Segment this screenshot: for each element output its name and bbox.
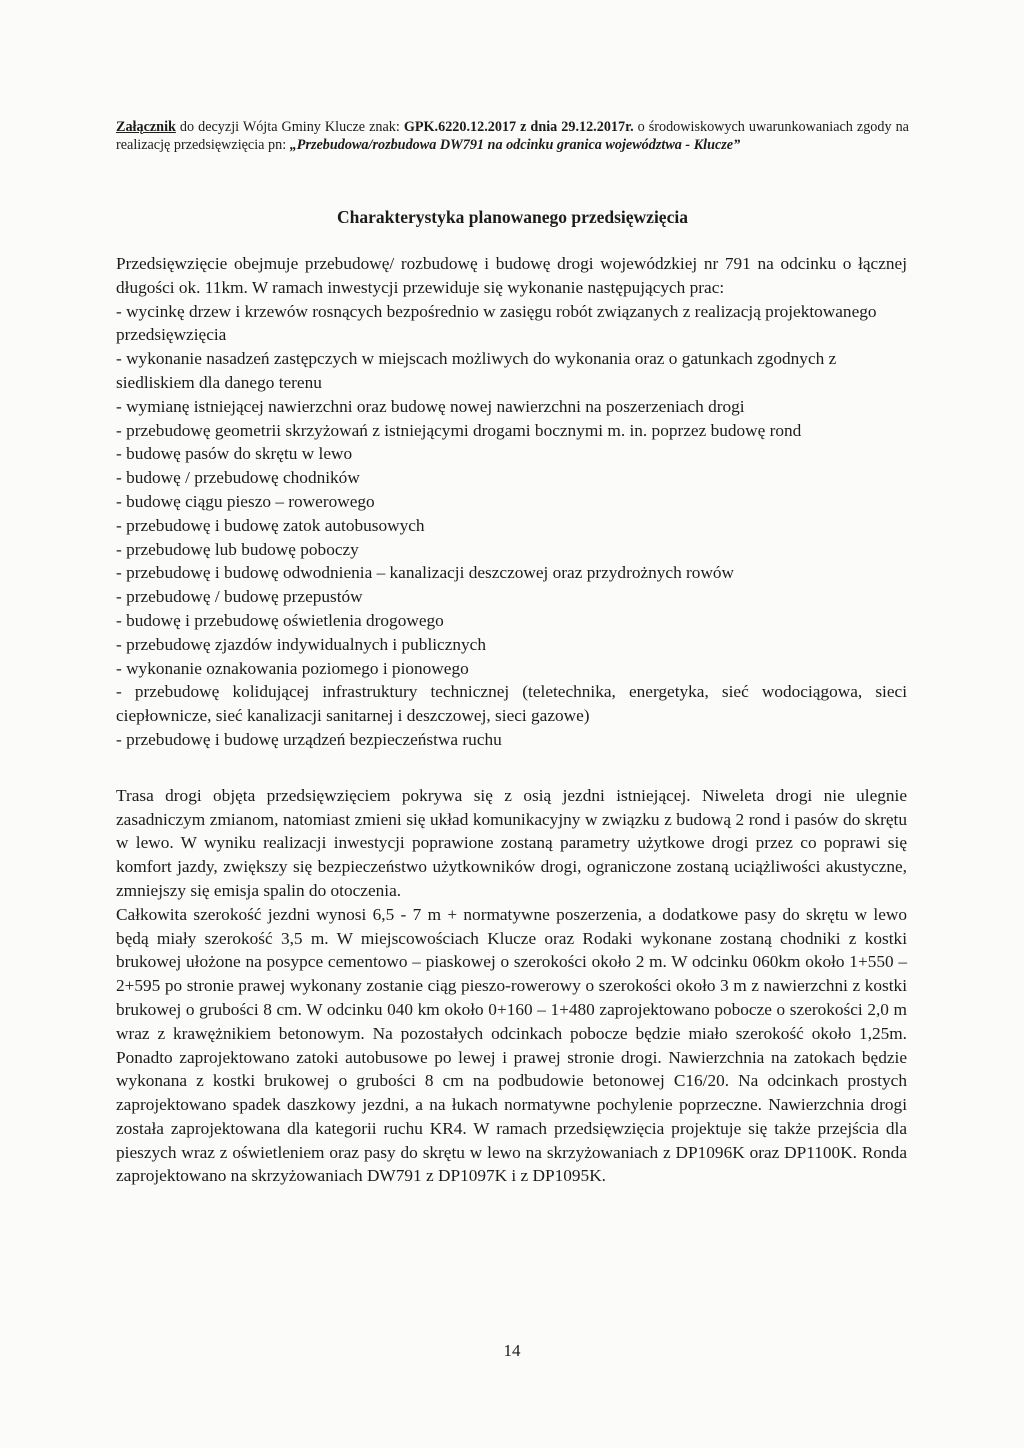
list-item: - przebudowę geometrii skrzyżowań z istniejącymi drogami bocznymi m. in. poprzez budowę rond bbox=[116, 420, 802, 440]
paragraph-gap bbox=[116, 752, 907, 784]
list-item: - budowę ciągu pieszo – rowerowego bbox=[116, 491, 375, 511]
list-item: - przebudowę i budowę odwodnienia – kanalizacji deszczowej oraz przydrożnych rowów bbox=[116, 563, 735, 583]
project-name: „Przebudowa/rozbudowa DW791 na odcinku granica województwa - Klucze” bbox=[289, 137, 741, 153]
list-item: - wykonanie nasadzeń zastępczych w miejscach możliwych do wykonania oraz o gatunkach zgodnych z siedliskiem dla danego terenu bbox=[116, 349, 837, 392]
attachment-label: Załącznik bbox=[116, 119, 176, 135]
document-body bbox=[116, 252, 907, 1188]
dimensions-paragraph: Całkowita szerokość jezdni wynosi 6,5 - 7 m + normatywne poszerzenia, a dodatkowe pasy do skrętu w lewo będą miały szerokość 3,5 m. W miejscowościach Klucze oraz Rodaki wykonane zostaną chodniki z kostki brukowej ułożone na posypce cementowo – piaskowej o szerokości około 2 m. W odcinku 060km około 1+550 – 2+595 po stronie prawej wykonany zostanie ciąg pieszo-rowerowy o szerokości około 3 m z nawierzchni z kostki brukowej o grubości 8 cm. W odcinku 040 km około 0+160 – 1+480 zaprojektowano pobocze o szerokości 2,0 m wraz z krawężnikiem betonowym. Na pozostałych odcinkach pobocze będzie miało szerokość około 1,25m. Ponadto zaprojektowano zatoki autobusowe po lewej i prawej stronie drogi. Nawierzchnia na zatokach będzie wykonana z kostki brukowej o grubości 8 cm na podbudowie betonowej C16/20. Na odcinkach prostych zaprojektowano spadek daszkowy jezdni, a na łukach normatywne pochylenie poprzeczne. Nawierzchnia drogi została zaprojektowana dla kategorii ruchu KR4. W ramach przedsięwzięcia projektuje się także przejścia dla pieszych wraz z oświetleniem oraz pasy do skrętu w lewo na skrzyżowaniach z DP1096K oraz DP1100K. Ronda zaprojektowano na skrzyżowaniach DW791 z DP1097K i z DP1095K. bbox=[116, 904, 907, 1186]
list-item: - przebudowę i budowę urządzeń bezpieczeństwa ruchu bbox=[116, 729, 502, 749]
list-item: - przebudowę lub budowę poboczy bbox=[116, 539, 359, 559]
route-paragraph: Trasa drogi objęta przedsięwzięciem pokrywa się z osią jezdni istniejącej. Niweleta drogi nie ulegnie zasadniczym zmianom, natomiast zmieni się układ komunikacyjny w związku z budową 2 rond i pasów do skrętu w lewo. W wyniku realizacji inwestycji poprawione zostaną parametry użytkowe drogi przez co poprawi się komfort jazdy, zwiększy się bezpieczeństwo użytkowników drogi, ograniczone zostaną uciążliwości akustyczne, zmniejszy się emisja spalin do otoczenia. bbox=[116, 785, 907, 900]
intro-paragraph: Przedsięwzięcie obejmuje przebudowę/ rozbudowę i budowę drogi wojewódzkiej nr 791 na odcinku o łącznej długości ok. 11km. W ramach inwestycji przewiduje się wykonanie następujących prac: bbox=[116, 254, 907, 297]
section-title: Charakterystyka planowanego przedsięwzięcia bbox=[337, 207, 688, 227]
list-item: - wykonanie oznakowania poziomego i pionowego bbox=[116, 658, 469, 678]
list-item: - wymianę istniejącej nawierzchni oraz budowę nowej nawierzchni na poszerzeniach drogi bbox=[116, 396, 745, 416]
page-number: 14 bbox=[503, 1341, 521, 1360]
list-item: - przebudowę i budowę zatok autobusowych bbox=[116, 515, 425, 535]
header-text-2: o środowiskowych uwarunkowaniach zgody na realizację przedsięwzięcia pn: bbox=[116, 119, 909, 153]
decision-reference: GPK.6220.12.2017 z dnia 29.12.2017r. bbox=[403, 119, 634, 135]
list-item: - wycinkę drzew i krzewów rosnących bezpośrednio w zasięgu robót związanych z realizacją projektowanego przedsięwzięcia bbox=[116, 301, 877, 345]
list-item: - przebudowę kolidującej infrastruktury technicznej (teletechnika, energetyka, sieć wodociągowa, sieci ciepłownicze, sieć kanalizacji sanitarnej i deszczowej, sieci gazowe) bbox=[116, 682, 907, 726]
list-item: - przebudowę zjazdów indywidualnych i publicznych bbox=[116, 634, 486, 654]
list-item: - przebudowę / budowę przepustów bbox=[116, 587, 363, 607]
decision-reference-header bbox=[116, 118, 909, 154]
header-text-1: do decyzji Wójta Gminy Klucze znak: bbox=[175, 119, 404, 135]
list-item: - budowę i przebudowę oświetlenia drogowego bbox=[116, 610, 444, 630]
list-item: - budowę pasów do skrętu w lewo bbox=[116, 444, 353, 464]
list-item: - budowę / przebudowę chodników bbox=[116, 468, 360, 488]
works-list bbox=[116, 300, 907, 752]
